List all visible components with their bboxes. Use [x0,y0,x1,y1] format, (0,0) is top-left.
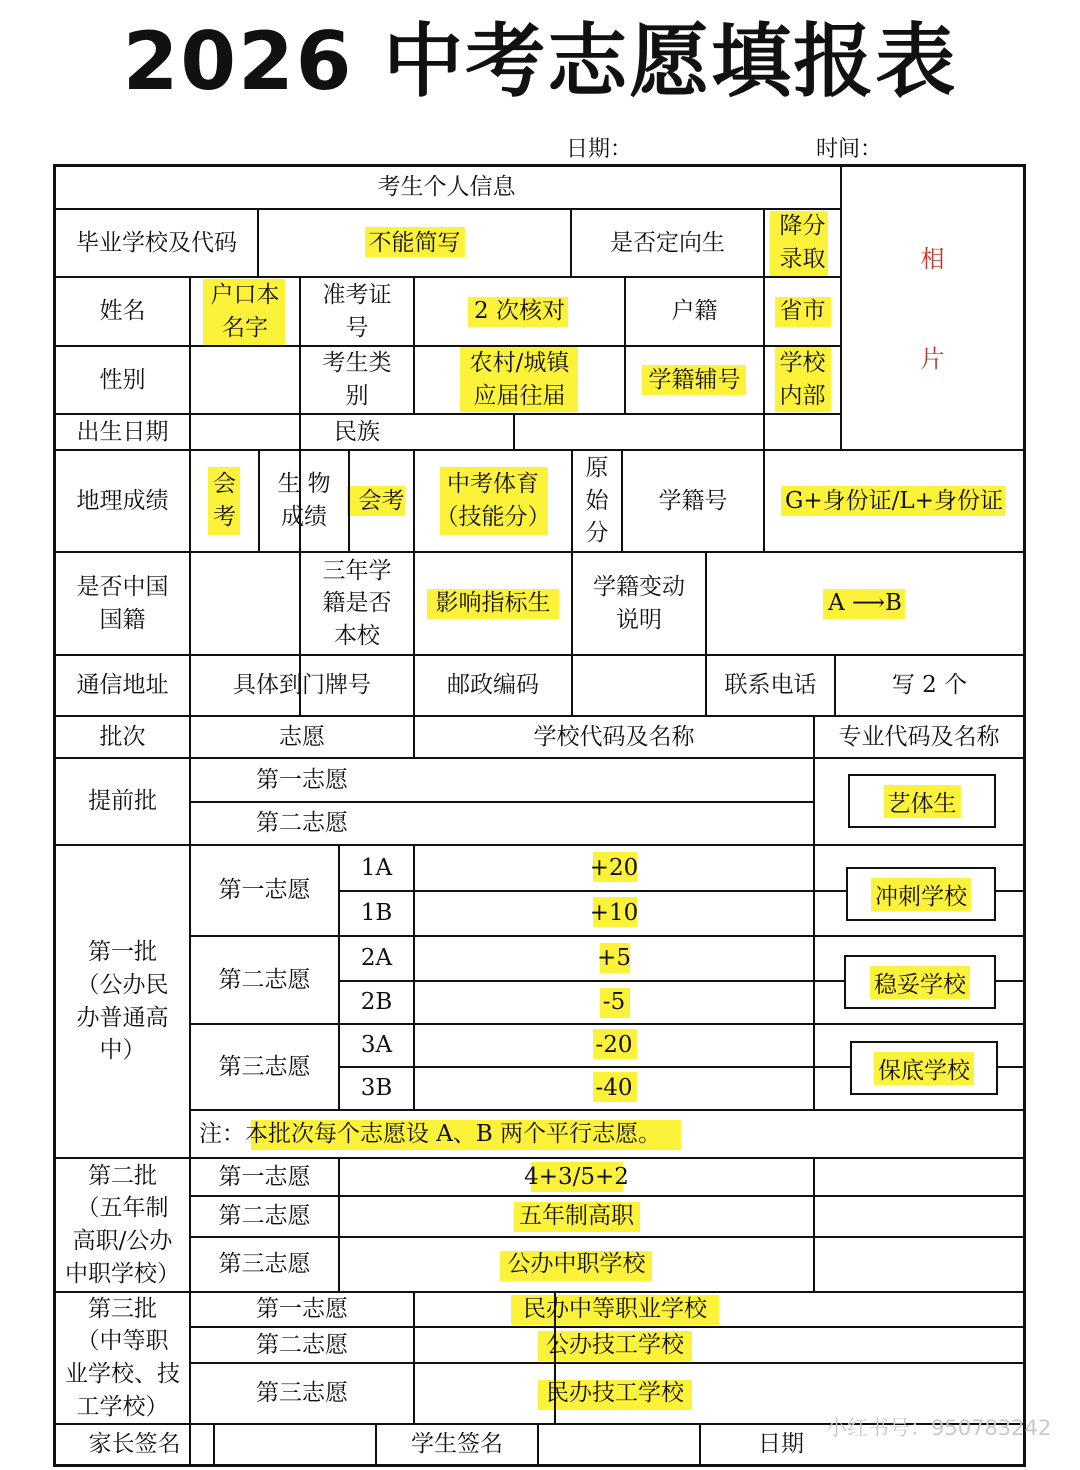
ethnic-label: 民族 [334,418,380,445]
bio-note[interactable]: 会考 [358,487,405,514]
assist-value[interactable]: 学校 内部 [779,350,826,409]
column-wish: 志愿 [279,723,325,750]
row-score[interactable]: -40 [595,1075,633,1102]
indicator-note[interactable]: 影响指标生 [435,590,551,617]
tier-safe[interactable] [844,955,996,1009]
phone-note[interactable]: 写 2 个 [891,672,968,699]
three-year-label: 三年学 籍是否 本校 [322,557,392,649]
directed-note[interactable]: 降分 录取 [779,213,826,272]
table-rule [840,164,842,450]
batch2-wish-2: 第二志愿 [218,1203,311,1230]
name-label: 姓名 [99,298,146,325]
xueji-note[interactable]: G+身份证/L+身份证 [785,487,1003,514]
early-major-text: 艺体生 [884,785,961,818]
column-major: 专业代码及名称 [838,723,1000,750]
school-label: 毕业学校及代码 [76,229,237,256]
page-title: 2026 中考志愿填报表 [122,15,958,108]
ticket-label: 准考证 号 [322,281,392,341]
row-code: 2A [360,945,393,972]
row-code: 1A [360,854,393,881]
early-batch-label: 提前批 [88,788,157,815]
row-code: 2B [360,989,393,1016]
row-code: 3B [360,1075,393,1102]
address-note[interactable]: 具体到门牌号 [233,672,371,699]
time-label: 时间： [816,137,883,162]
column-school: 学校代码及名称 [533,723,695,750]
footer-date-label: 日期 [758,1431,804,1458]
early-wish-2: 第二志愿 [256,810,348,837]
huji-label: 户籍 [671,298,718,325]
huji-note[interactable]: 省市 [779,298,826,325]
raw-label: 原 始 分 [585,455,609,547]
table-border [1023,164,1026,1467]
early-wish-1: 第一志愿 [256,766,348,793]
table-rule [513,413,515,450]
photo-text: 相 [920,244,945,273]
batch3-wish-1: 第一志愿 [256,1296,348,1323]
row-score[interactable]: +10 [589,900,639,927]
address-label: 通信地址 [76,672,169,699]
change-note[interactable]: A ⟶B [828,590,902,617]
bio-label: 生 物 成绩 [277,471,331,530]
date-label: 日期： [566,137,633,162]
name-note[interactable]: 户口本 名字 [210,281,280,341]
table-rule [213,1423,215,1467]
batch2-value-1[interactable]: 4+3/5+2 [524,1163,629,1190]
batch2-value-3[interactable]: 公办中职学校 [507,1251,646,1278]
section-title: 考生个人信息 [377,174,516,201]
birth-label: 出生日期 [76,418,169,445]
table-rule [571,654,573,716]
tier-sprint[interactable] [846,867,996,921]
tier-safe-text: 稳妥学校 [870,966,970,999]
category-note[interactable]: 农村/城镇 应届往届 [469,350,570,409]
row-code: 1B [360,900,393,927]
gender-label: 性别 [99,366,146,393]
tier-fallback[interactable] [850,1041,998,1095]
batch2-wish-3: 第三志愿 [218,1251,311,1278]
batch3-value-2[interactable]: 公办技工学校 [546,1331,684,1358]
batch2-value-2[interactable]: 五年制高职 [519,1203,634,1230]
ticket-note[interactable]: 2 次核对 [474,298,565,325]
assist-note: 学籍辅号 [648,366,741,393]
tier-fallback-text: 保底学校 [874,1052,974,1085]
row-code: 3A [360,1032,393,1059]
batch2-wish-1: 第一志愿 [218,1163,311,1190]
batch3-value-3[interactable]: 民办技工学校 [546,1380,684,1407]
tier-sprint-text: 冲刺学校 [871,878,971,911]
row-score[interactable]: +20 [589,854,639,881]
category-label: 考生类 别 [322,350,392,409]
row-score[interactable]: -5 [602,989,626,1016]
watermark: 小红书号：950783242 [826,1416,1052,1440]
change-label: 学籍变动 说明 [593,573,685,633]
table-rule [813,715,815,1111]
note-text: 本批次每个志愿设 A、B 两个平行志愿 [245,1120,639,1147]
note-prefix: 注： [199,1120,245,1147]
batch1-label: 第一批 （公办民 办普通高 中） [76,939,169,1064]
batch3-label: 第三批 （中等职 业学校、技 工学校） [65,1295,180,1420]
application-form [53,164,1026,1467]
batch3-wish-3: 第三志愿 [256,1380,348,1407]
note-end: 。 [638,1120,662,1147]
photo-text: 片 [920,344,945,373]
batch1-wish-1: 第一志愿 [218,877,311,904]
geo-note[interactable]: 会 考 [213,471,236,530]
geo-label: 地理成绩 [76,487,169,514]
row-score[interactable]: -20 [595,1032,633,1059]
column-batch: 批次 [99,723,146,750]
early-major-note[interactable] [848,774,996,828]
xueji-label: 学籍号 [658,487,728,514]
nationality-label: 是否中国 国籍 [76,573,169,633]
batch2-label: 第二批 （五年制 高职/公办 中职学校） [65,1162,180,1287]
pe-note[interactable]: 中考体育 （技能分） [435,471,551,530]
table-rule [190,1109,1026,1111]
parent-sign-label: 家长签名 [88,1431,181,1458]
phone-label: 联系电话 [724,672,817,699]
table-rule [537,1423,539,1467]
batch1-wish-2: 第二志愿 [218,966,311,993]
directed-label: 是否定向生 [610,229,725,256]
row-score[interactable]: +5 [597,945,631,972]
batch1-wish-3: 第三志愿 [218,1053,311,1080]
postal-label: 邮政编码 [447,672,539,699]
student-sign-label: 学生签名 [411,1431,503,1458]
school-note[interactable]: 不能简写 [368,229,461,256]
batch1-note [199,1114,799,1154]
batch3-value-1[interactable]: 民办中等职业学校 [523,1296,707,1323]
table-rule [813,1157,815,1292]
batch3-wish-2: 第二志愿 [256,1331,348,1358]
table-border [53,1464,1026,1467]
